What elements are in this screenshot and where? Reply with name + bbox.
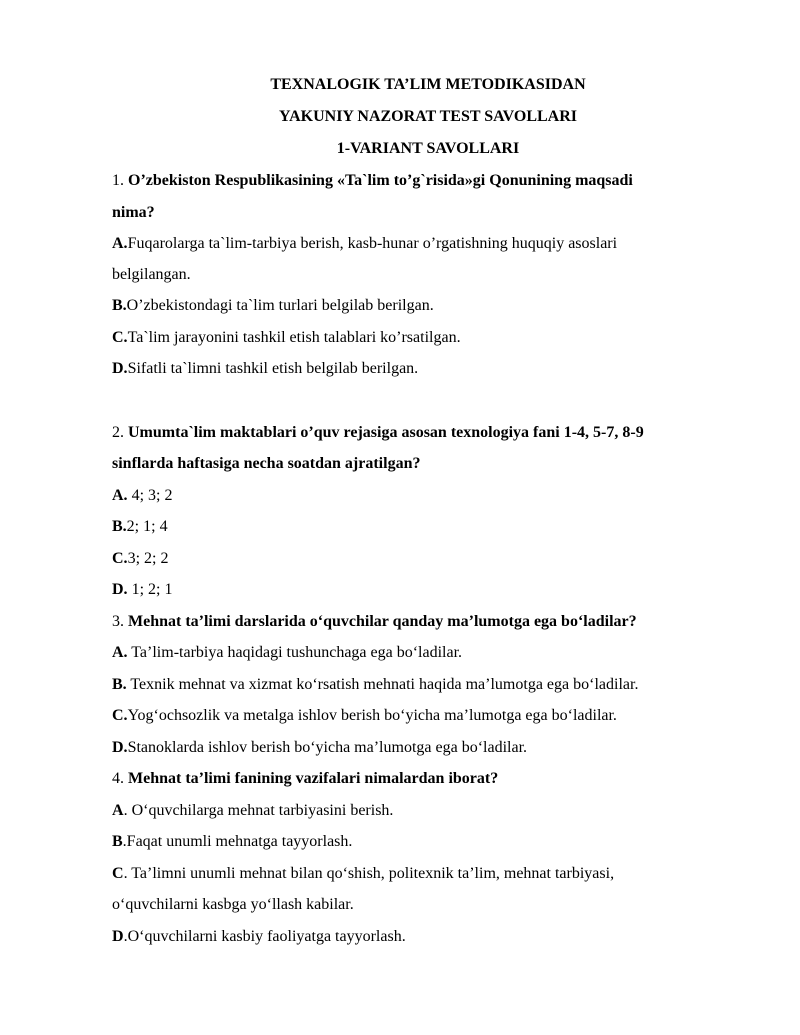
option-text: Stanoklarda ishlov berish bo‘yicha ma’lumotga ega bo‘ladilar. bbox=[127, 739, 528, 756]
option-text: O’zbekistondagi ta`lim turlari belgilab berilgan. bbox=[126, 297, 434, 314]
option-2a bbox=[112, 486, 172, 506]
option-2d bbox=[112, 580, 172, 600]
option-label: A. bbox=[112, 235, 128, 252]
option-label: D. bbox=[112, 360, 128, 377]
option-label: D bbox=[112, 928, 124, 945]
question-2 bbox=[112, 423, 644, 443]
option-3b bbox=[112, 675, 638, 695]
option-text: Yog‘ochsozlik va metalga ishlov berish bo‘yicha ma’lumotga ega bo‘ladilar. bbox=[127, 707, 617, 724]
option-1c bbox=[112, 328, 461, 348]
option-label: B. bbox=[112, 676, 127, 693]
question-text: Mehnat ta’limi darslarida o‘quvchilar qanday ma’lumotga ega bo‘ladilar? bbox=[128, 613, 637, 630]
option-4c-cont: o‘quvchilarni kasbga yo‘llash kabilar. bbox=[112, 896, 354, 913]
option-text: 1; 2; 1 bbox=[127, 581, 173, 598]
option-4d bbox=[112, 927, 406, 947]
option-4a bbox=[112, 801, 393, 821]
question-number: 1. bbox=[112, 172, 124, 189]
option-1a bbox=[112, 234, 617, 254]
option-text: . O‘quvchilarga mehnat tarbiyasini berish. bbox=[123, 802, 394, 819]
option-3d bbox=[112, 738, 527, 758]
option-label: B. bbox=[112, 518, 127, 535]
option-text: 2; 1; 4 bbox=[126, 518, 168, 535]
option-text: Fuqarolarga ta`lim-tarbiya berish, kasb-hunar o’rgatishning huquqiy asoslari bbox=[127, 235, 618, 252]
question-text: Umumta`lim maktablari o’quv rejasiga asosan texnologiya fani 1-4, 5-7, 8-9 bbox=[128, 424, 644, 441]
option-3a bbox=[112, 643, 462, 663]
option-text: . Ta’limni unumli mehnat bilan qo‘shish, politexnik ta’lim, mehnat tarbiyasi, bbox=[123, 865, 615, 882]
option-1b bbox=[112, 296, 434, 316]
question-text: nima? bbox=[112, 204, 155, 221]
option-label: C bbox=[112, 865, 124, 882]
question-4 bbox=[112, 769, 498, 789]
option-text: 3; 2; 2 bbox=[127, 550, 169, 567]
option-text: 4; 3; 2 bbox=[127, 487, 173, 504]
question-1 bbox=[112, 171, 633, 191]
option-text: .O‘quvchilarni kasbiy faoliyatga tayyorlash. bbox=[123, 928, 406, 945]
option-1d bbox=[112, 359, 418, 379]
document-subtitle: YAKUNIY NAZORAT TEST SAVOLLARI bbox=[279, 108, 577, 125]
option-text: Texnik mehnat va xizmat ko‘rsatish mehnati haqida ma’lumotga ega bo‘ladilar. bbox=[126, 676, 639, 693]
option-text: Ta`lim jarayonini tashkil etish talablari ko’rsatilgan. bbox=[127, 329, 461, 346]
question-text: O’zbekiston Respublikasining «Ta`lim to’g`risida»gi Qonunining maqsadi bbox=[128, 172, 633, 189]
option-text: Sifatli ta`limni tashkil etish belgilab berilgan. bbox=[127, 360, 419, 377]
option-label: D. bbox=[112, 581, 128, 598]
question-text: sinflarda haftasiga necha soatdan ajratilgan? bbox=[112, 455, 421, 472]
option-2b bbox=[112, 517, 168, 537]
option-label: A. bbox=[112, 487, 128, 504]
option-label: B bbox=[112, 833, 123, 850]
option-4b bbox=[112, 832, 352, 852]
option-3c bbox=[112, 706, 617, 726]
option-label: A bbox=[112, 802, 124, 819]
question-number: 4. bbox=[112, 770, 124, 787]
option-text: .Faqat unumli mehnatga tayyorlash. bbox=[122, 833, 353, 850]
option-label: B. bbox=[112, 297, 127, 314]
question-number: 3. bbox=[112, 613, 124, 630]
option-label: D. bbox=[112, 739, 128, 756]
document-title: TEXNALOGIK TA’LIM METODIKASIDAN bbox=[270, 76, 586, 93]
question-1-cont bbox=[112, 203, 155, 223]
option-label: C. bbox=[112, 329, 128, 346]
option-4c bbox=[112, 864, 614, 884]
question-number: 2. bbox=[112, 424, 124, 441]
option-text: Ta’lim-tarbiya haqidagi tushunchaga ega bo‘ladilar. bbox=[127, 644, 463, 661]
variant-title: 1-VARIANT SAVOLLARI bbox=[336, 140, 520, 157]
option-label: C. bbox=[112, 550, 128, 567]
question-2-cont bbox=[112, 454, 420, 474]
option-label: C. bbox=[112, 707, 128, 724]
option-label: A. bbox=[112, 644, 128, 661]
option-1a-cont: belgilangan. bbox=[112, 266, 191, 283]
question-text: Mehnat ta’limi fanining vazifalari nimalardan iborat? bbox=[128, 770, 499, 787]
option-2c bbox=[112, 549, 168, 569]
question-3 bbox=[112, 612, 637, 632]
